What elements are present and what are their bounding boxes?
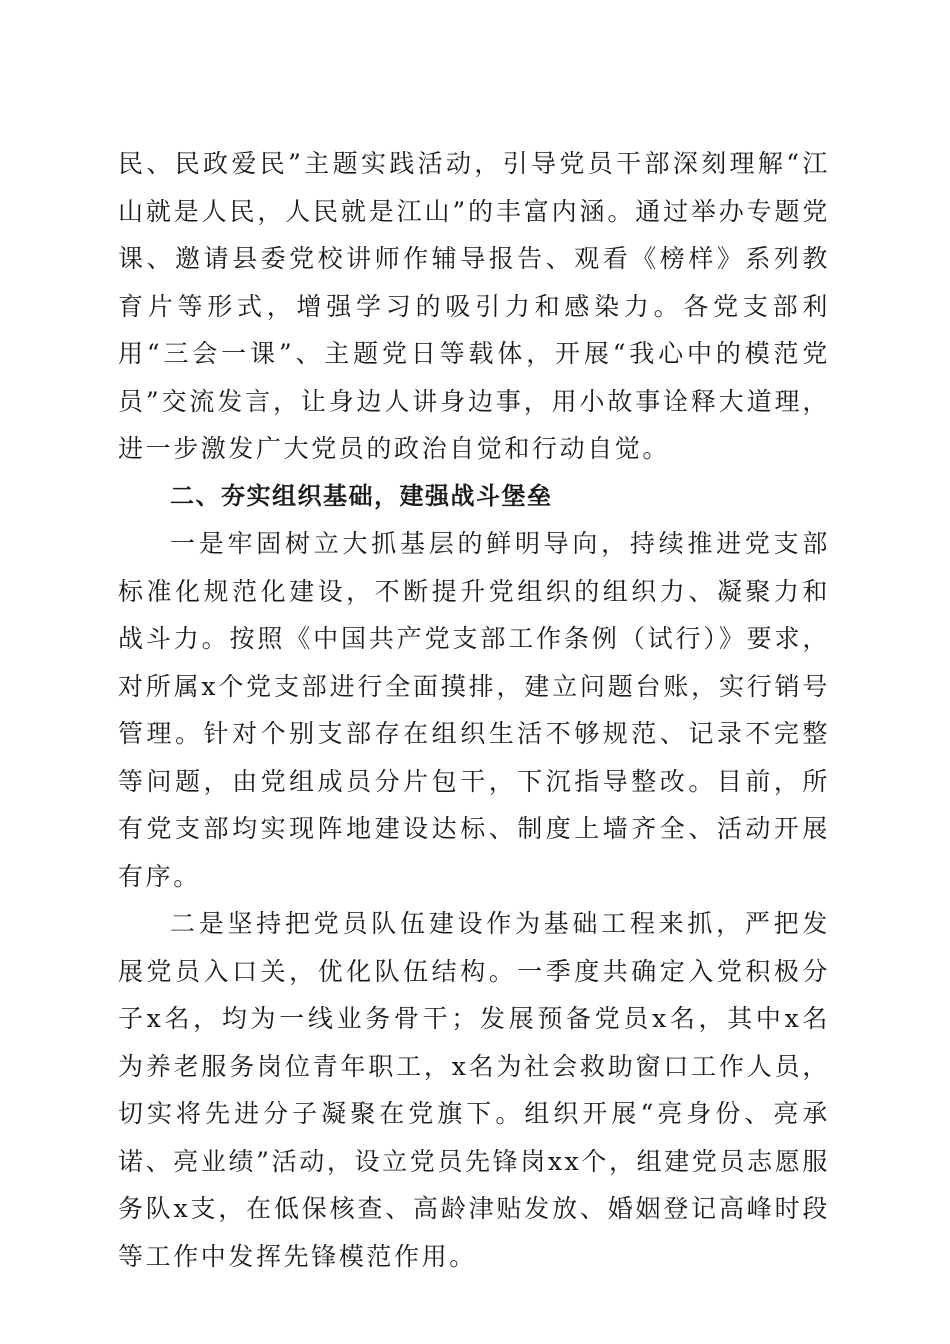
paragraph-second-point: 二是坚持把党员队伍建设作为基础工程来抓，严把发展党员入口关，优化队伍结构。一季度共确定入党积极分子x名，均为一线业务骨干；发展预备党员x名，其中x名为养老服务岗位青年职工，x名为社会救助窗口工作人员，切实将先进分子凝聚在党旗下。组织开展“亮身份、亮承诺、亮业绩”活动，设立党员先锋岗xx个，组建党员志愿服务队x支，在低保核查、高龄津贴发放、婚姻登记高峰时段等工作中发挥先锋模范作用。 [118, 909, 830, 1271]
paragraph-first-point: 一是牢固树立大抓基层的鲜明导向，持续推进党支部标准化规范化建设，不断提升党组织的组织力、凝聚力和战斗力。按照《中国共产党支部工作条例（试行）》要求，对所属x个党支部进行全面摸排，建立问题台账，实行销号管理。针对个别支部存在组织生活不够规范、记录不完整等问题，由党组成员分片包干，下沉指导整改。目前，所有党支部均实现阵地建设达标、制度上墙齐全、活动开展有序。 [118, 529, 830, 891]
section-heading: 二、夯实组织基础，建强战斗堡垒 [170, 481, 553, 510]
document-body [118, 140, 830, 1280]
paragraph-continuation: 民、民政爱民”主题实践活动，引导党员干部深刻理解“江山就是人民，人民就是江山”的丰富内涵。通过举办专题党课、邀请县委党校讲师作辅导报告、观看《榜样》系列教育片等形式，增强学习的吸引力和感染力。各党支部利用“三会一课”、主题党日等载体，开展“我心中的模范党员”交流发言，让身边人讲身边事，用小故事诠释大道理，进一步激发广大党员的政治自觉和行动自觉。 [118, 149, 830, 463]
